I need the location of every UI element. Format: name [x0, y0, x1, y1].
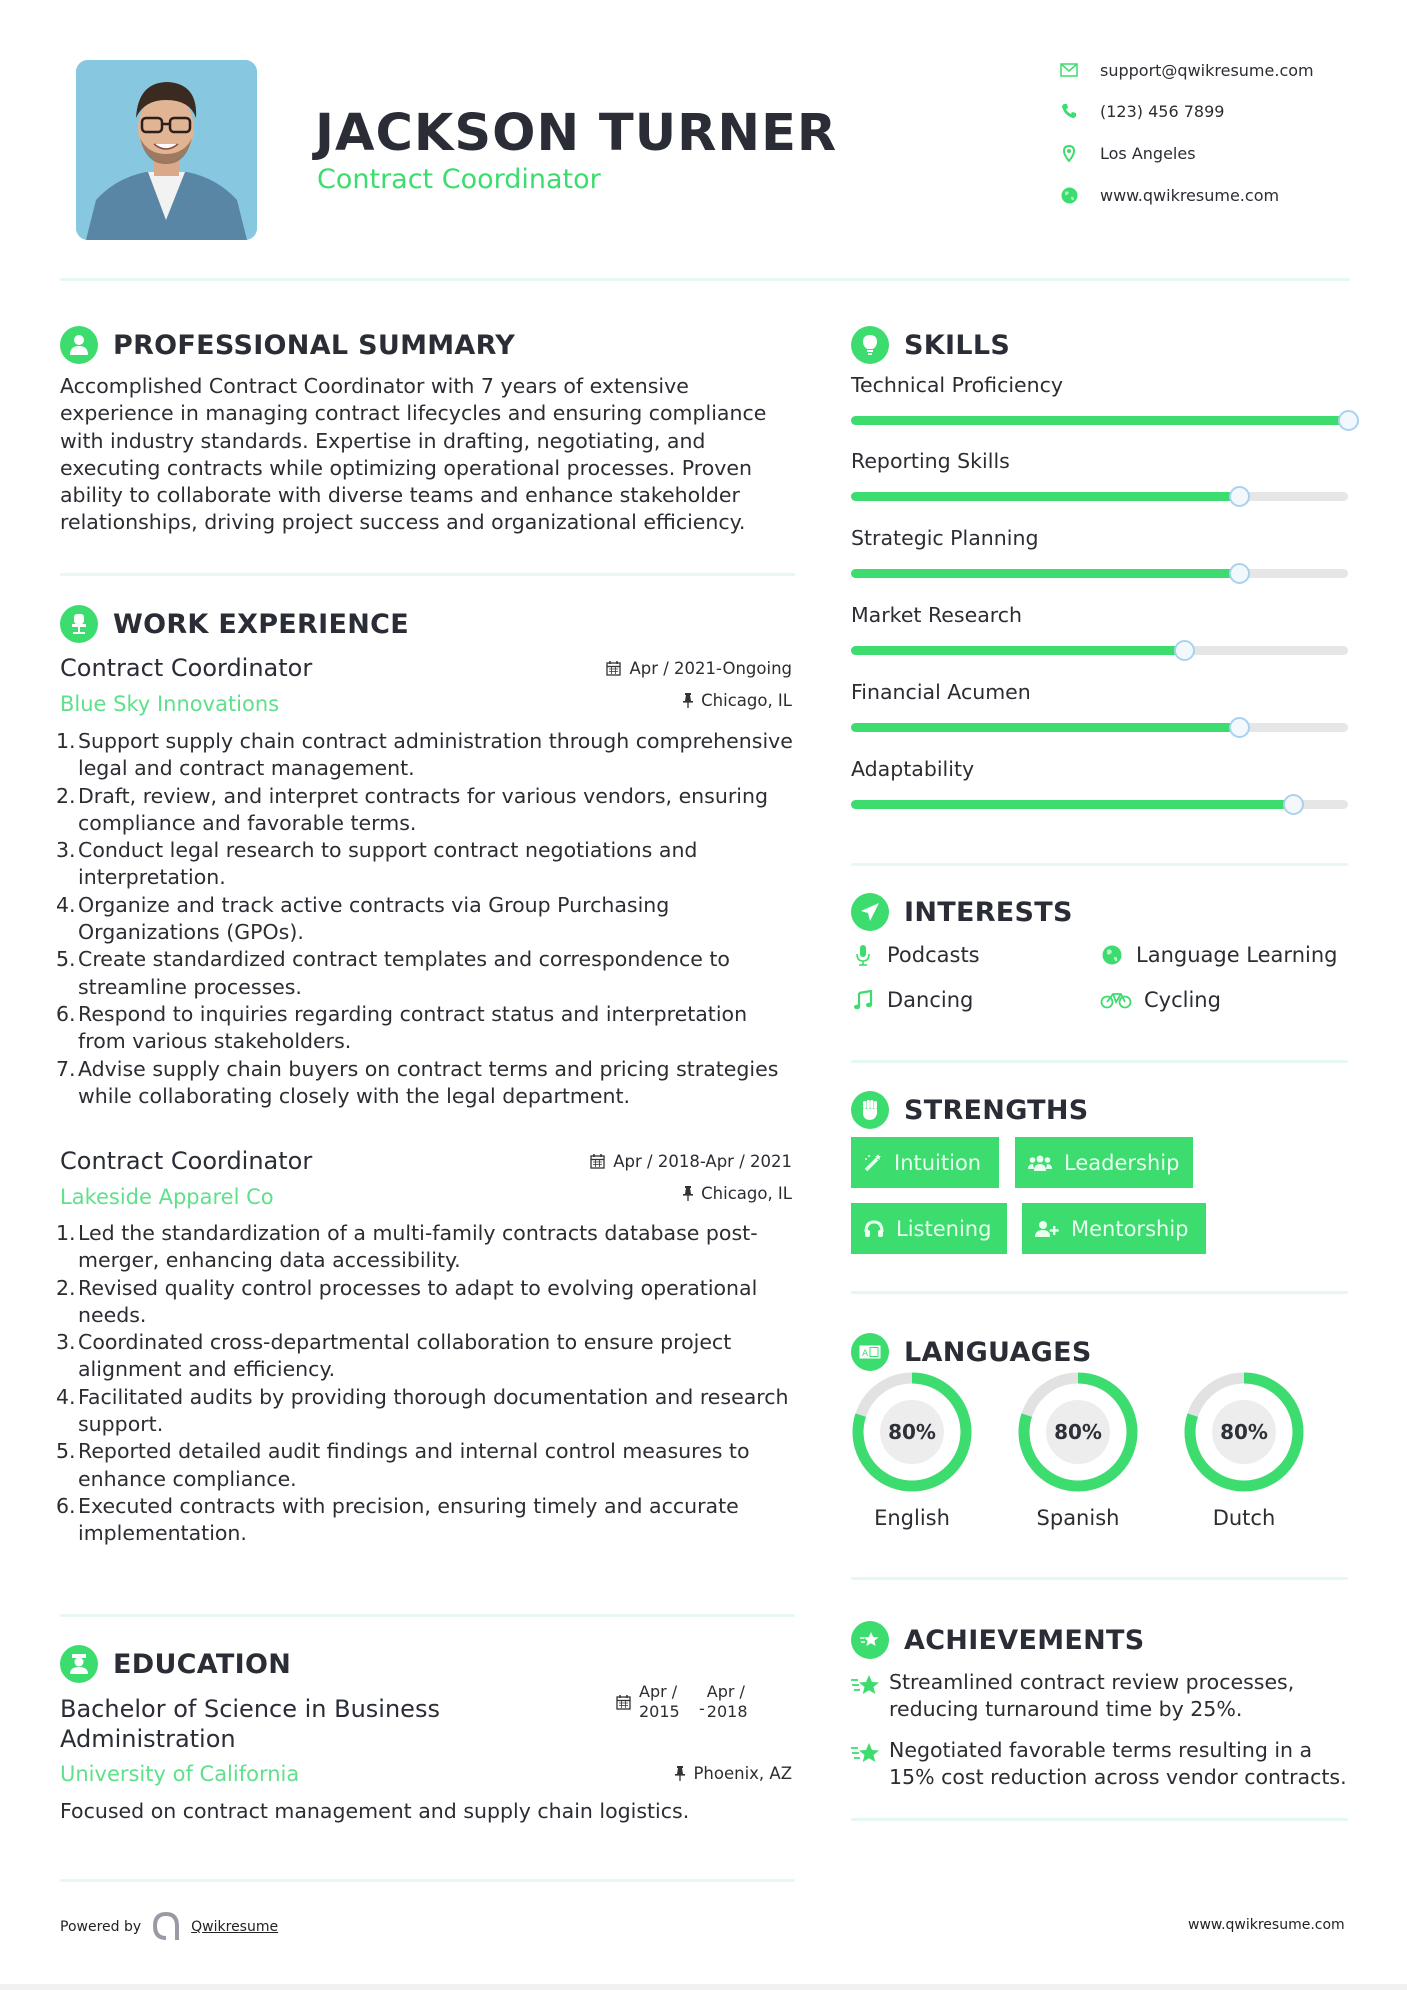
degree-line-1: Bachelor of Science in Business: [60, 1695, 440, 1723]
pushpin-icon: [675, 1766, 685, 1781]
shooting-star-icon: [851, 1737, 889, 1791]
skill-label: Financial Acumen: [851, 680, 1031, 704]
section-heading-interests: [851, 893, 1073, 931]
powered-by: [60, 1912, 278, 1942]
skill-knob: [1174, 640, 1195, 661]
bullet-item: 5. Create standardized contract templates and correspondence to streamline processes.: [56, 947, 730, 999]
interest-label: Dancing: [887, 988, 974, 1012]
bullet-item: 6. Respond to inquiries regarding contract status and interpretation from various stakeholders.: [56, 1001, 748, 1054]
phone-icon: [1058, 100, 1080, 122]
summary-heading: PROFESSIONAL SUMMARY: [113, 329, 516, 361]
shooting-star-icon: [851, 1669, 889, 1723]
section-heading-strengths: [851, 1091, 1089, 1129]
language-icon: [851, 1333, 889, 1371]
skill-bar: [851, 646, 1348, 655]
degree: [60, 1694, 440, 1754]
envelope-icon: [1058, 59, 1080, 81]
skill-knob: [1338, 410, 1359, 431]
language-name: English: [874, 1506, 950, 1530]
email-text: support@qwikresume.com: [1100, 60, 1314, 80]
skills-heading: SKILLS: [904, 329, 1011, 361]
contact-website[interactable]: [1058, 182, 1388, 208]
skill-bar: [851, 569, 1348, 578]
job-title: Contract Coordinator: [60, 654, 313, 682]
location-text: Los Angeles: [1100, 143, 1196, 163]
interest-label: Language Learning: [1136, 943, 1338, 967]
contact-phone[interactable]: [1058, 98, 1388, 124]
skill-knob: [1229, 486, 1250, 507]
skill-fill: [851, 416, 1348, 425]
language-name: Dutch: [1212, 1506, 1276, 1530]
interest-item: [851, 943, 980, 967]
skills-divider: [851, 863, 1348, 866]
language-percent: 80%: [1212, 1400, 1276, 1464]
map-marker-icon: [1058, 142, 1080, 164]
star-badge-icon: [851, 1621, 889, 1659]
website-text: www.qwikresume.com: [1100, 185, 1280, 205]
phone-text: (123) 456 7899: [1100, 101, 1225, 121]
skill-knob: [1229, 563, 1250, 584]
achievement-text: Negotiated favorable terms resulting in a 15% cost reduction across vendor contracts.: [889, 1738, 1347, 1789]
fist-icon: [851, 1091, 889, 1129]
bullet-item: 4. Organize and track active contracts via Group Purchasing Organizations (GPOs).: [56, 892, 670, 945]
section-heading-languages: [851, 1333, 1092, 1371]
education-dates: [616, 1682, 748, 1722]
bullet-item: 2. Revised quality control processes to adapt to evolving operational needs.: [56, 1275, 758, 1327]
section-heading-achievements: [851, 1621, 1145, 1659]
lightbulb-icon: [851, 326, 889, 364]
powered-by-label: Powered by: [60, 1919, 142, 1935]
languages-heading: LANGUAGES: [904, 1336, 1092, 1368]
achievement-item: [851, 1669, 1351, 1723]
calendar-icon: [606, 661, 621, 676]
calendar-icon: [616, 1695, 631, 1710]
user-icon: [60, 326, 98, 364]
interests-heading: INTERESTS: [904, 896, 1073, 928]
microphone-icon: [851, 944, 875, 966]
skill-knob: [1283, 794, 1304, 815]
job-company: Lakeside Apparel Co: [60, 1185, 274, 1209]
job-dates: [540, 1152, 792, 1171]
graduate-icon: [60, 1645, 98, 1683]
magic-wand-icon: [864, 1154, 882, 1172]
achievement-text: Streamlined contract review processes, reducing turnaround time by 25%.: [889, 1670, 1295, 1721]
strength-label: Intuition: [894, 1150, 982, 1175]
school-name: University of California: [60, 1762, 300, 1786]
svg-text:A: A: [862, 1349, 869, 1359]
page-bottom-edge: [0, 1984, 1407, 1990]
bullet-item: 3. Coordinated cross-departmental collaboration to ensure project alignment and efficiency.: [56, 1330, 732, 1382]
music-note-icon: [851, 990, 875, 1010]
education-location: [540, 1764, 792, 1783]
date-end: Apr / 2018: [706, 1682, 748, 1721]
job-bullets: [56, 1220, 800, 1548]
section-heading-experience: [60, 605, 409, 643]
profile-photo: [76, 60, 257, 240]
job-dates-text: Apr / 2021-Ongoing: [629, 659, 792, 678]
user-plus-icon: [1035, 1220, 1059, 1238]
strength-label: Mentorship: [1071, 1216, 1189, 1241]
bullet-item: 2. Draft, review, and interpret contracts for various vendors, ensuring compliance and favorable terms.: [56, 783, 768, 835]
office-chair-icon: [60, 605, 98, 643]
date-start: Apr / 2015: [639, 1682, 680, 1721]
language-gauge: [851, 1371, 973, 1493]
job-title: Contract Coordinator: [60, 1147, 313, 1175]
interest-label: Podcasts: [887, 943, 980, 967]
skill-knob: [1229, 717, 1250, 738]
bullet-item: 1. Support supply chain contract administration through comprehensive legal and contract management.: [56, 729, 793, 781]
bicycle-icon: [1100, 991, 1132, 1009]
job-dates-text: Apr / 2018-Apr / 2021: [613, 1152, 792, 1171]
strengths-heading: STRENGTHS: [904, 1094, 1089, 1126]
section-heading-education: [60, 1645, 291, 1683]
contact-email[interactable]: [1058, 57, 1388, 83]
skill-label: Strategic Planning: [851, 526, 1039, 550]
paper-plane-icon: [851, 893, 889, 931]
job-location: [540, 1184, 792, 1203]
section-heading-skills: [851, 326, 1010, 364]
achievements-divider: [851, 1818, 1348, 1821]
candidate-name: JACKSON TURNER: [315, 104, 838, 163]
date-separator: -: [699, 1699, 705, 1718]
bullet-item: 5. Reported detailed audit findings and internal control measures to enhance compliance.: [56, 1439, 750, 1491]
job-location: [540, 691, 792, 710]
achievement-item: [851, 1737, 1351, 1791]
degree-line-2: Administration: [60, 1725, 236, 1753]
globe-icon: [1058, 184, 1080, 206]
job-bullets: [56, 728, 800, 1110]
pushpin-icon: [683, 1186, 693, 1201]
candidate-title: Contract Coordinator: [317, 164, 601, 195]
strength-label: Leadership: [1064, 1150, 1180, 1175]
bullet-item: 6. Executed contracts with precision, ensuring timely and accurate implementation.: [56, 1493, 739, 1546]
summary-text: Accomplished Contract Coordinator with 7 years of extensive experience in managing contract lifecycles and ensuring compliance with industry standards. Expertise in drafting, negotiating, and executing contracts while optimizing operational processes. Proven ability to collaborate with diverse teams and enhance stakeholder relationships, driving project success and organizational efficiency.: [60, 374, 767, 535]
job-location-text: Chicago, IL: [701, 1184, 792, 1203]
job-company: Blue Sky Innovations: [60, 692, 280, 716]
bullet-item: 3. Conduct legal research to support contract negotiations and interpretation.: [56, 838, 698, 890]
interest-item: [851, 988, 973, 1012]
footer-divider: [60, 1879, 795, 1882]
header-divider: [60, 278, 1350, 281]
bullet-item: 1. Led the standardization of a multi-family contracts database post-merger, enhancing data accessibility.: [56, 1221, 758, 1273]
strength-badge: [851, 1203, 1007, 1254]
calendar-icon: [590, 1154, 605, 1169]
contact-location: [1058, 140, 1388, 166]
education-heading: EDUCATION: [113, 1648, 292, 1680]
skill-fill: [851, 800, 1293, 809]
globe-icon: [1100, 945, 1124, 965]
skill-fill: [851, 569, 1239, 578]
achievements-heading: ACHIEVEMENTS: [904, 1624, 1145, 1656]
pushpin-icon: [683, 693, 693, 708]
experience-divider: [60, 1614, 795, 1617]
footer-website-link[interactable]: www.qwikresume.com: [1188, 1917, 1345, 1933]
job-location-text: Chicago, IL: [701, 691, 792, 710]
skill-bar: [851, 492, 1348, 501]
skill-bar: [851, 800, 1348, 809]
education-location-text: Phoenix, AZ: [693, 1764, 792, 1783]
interest-label: Cycling: [1144, 988, 1221, 1012]
education-description: Focused on contract management and supply chain logistics.: [60, 1799, 690, 1823]
skill-label: Technical Proficiency: [851, 373, 1064, 397]
skill-bar: [851, 723, 1348, 732]
headphones-icon: [864, 1220, 884, 1238]
group-icon: [1028, 1154, 1052, 1172]
strength-badge: [1015, 1137, 1193, 1188]
language-name: Spanish: [1036, 1506, 1120, 1530]
qwikresume-logo-icon: [153, 1912, 179, 1942]
experience-heading: WORK EXPERIENCE: [113, 608, 409, 640]
skill-bar: [851, 416, 1348, 425]
strength-badge: [1022, 1203, 1206, 1254]
skill-label: Adaptability: [851, 757, 975, 781]
qwikresume-link[interactable]: Qwikresume: [191, 1919, 279, 1935]
summary-divider: [60, 573, 795, 576]
skill-fill: [851, 723, 1239, 732]
strength-badge: [851, 1137, 999, 1188]
language-percent: 80%: [1046, 1400, 1110, 1464]
skill-label: Reporting Skills: [851, 449, 1010, 473]
bullet-item: 7. Advise supply chain buyers on contract terms and pricing strategies while collaborating closely with the legal department.: [56, 1056, 779, 1108]
strength-label: Listening: [896, 1216, 992, 1241]
strengths-divider: [851, 1291, 1348, 1294]
bullet-item: 4. Facilitated audits by providing thorough documentation and research support.: [56, 1384, 789, 1437]
section-heading-summary: [60, 326, 515, 364]
interest-item: [1100, 943, 1337, 967]
language-gauge: [1183, 1371, 1305, 1493]
interest-item: [1100, 988, 1221, 1012]
interests-divider: [851, 1060, 1348, 1063]
language-gauge: [1017, 1371, 1139, 1493]
job-dates: [540, 659, 792, 678]
languages-divider: [851, 1577, 1348, 1580]
skill-label: Market Research: [851, 603, 1023, 627]
language-percent: 80%: [880, 1400, 944, 1464]
skill-fill: [851, 492, 1239, 501]
skill-fill: [851, 646, 1184, 655]
